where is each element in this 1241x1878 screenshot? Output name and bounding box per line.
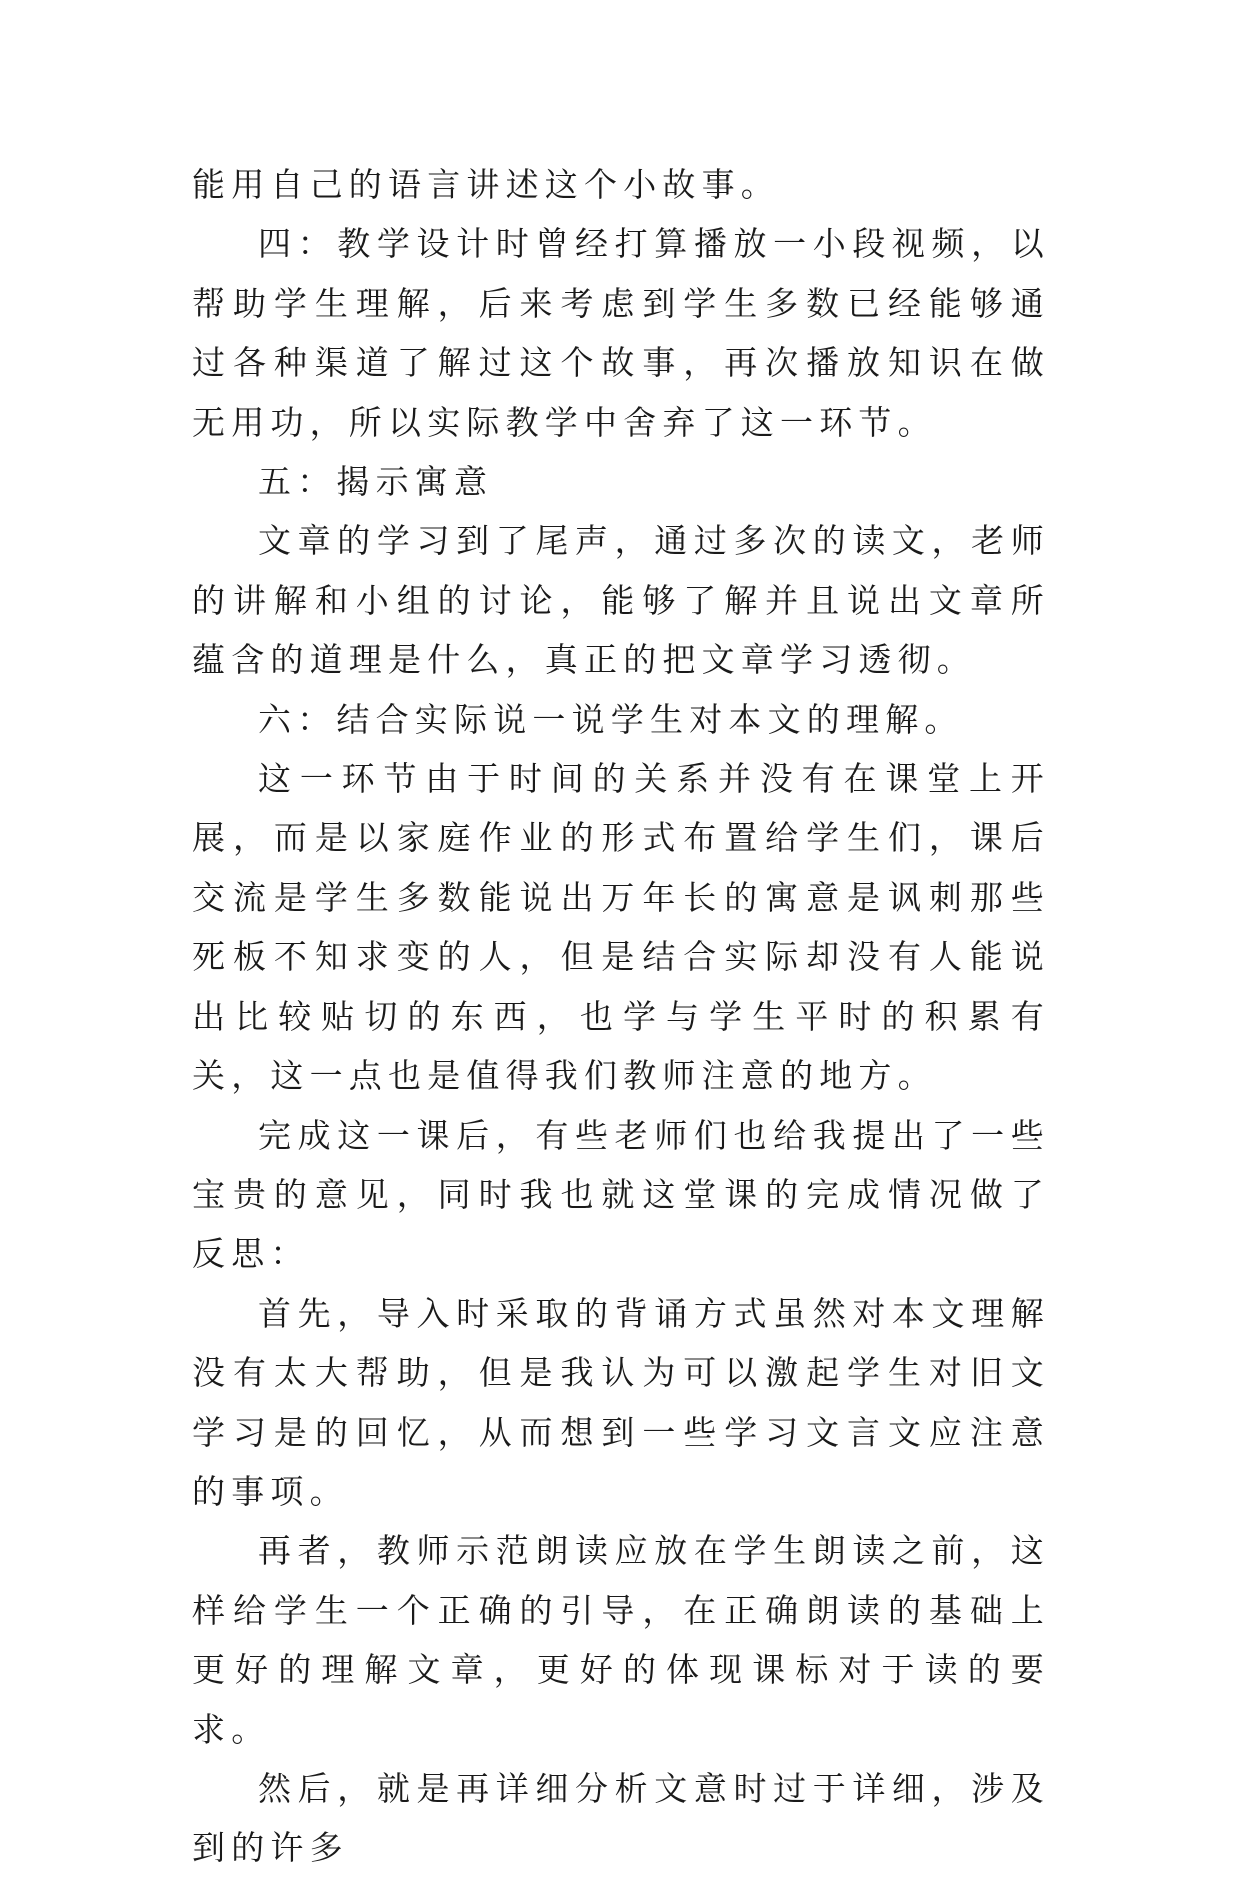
paragraph-moral: 文章的学习到了尾声，通过多次的读文，老师的讲解和小组的讨论，能够了解并且说出文章所蕴含的道理是什么，真正的把文章学习透彻。 (192, 521, 1050, 680)
paragraph-second: 再者，教师示范朗读应放在学生朗读之前，这样给学生一个正确的引导，在正确朗读的基础上更好的理解文章，更好的体现课标对于读的要求。 (192, 1531, 1050, 1749)
paragraph-reflection-intro: 完成这一课后，有些老师们也给我提出了一些宝贵的意见，同时我也就这堂课的完成情况做了反思： (192, 1115, 1050, 1274)
paragraph-first: 首先，导入时采取的背诵方式虽然对本文理解没有太大帮助，但是我认为可以激起学生对旧文学习是的回忆，从而想到一些学习文言文应注意的事项。 (192, 1293, 1050, 1511)
paragraph-then: 然后，就是再详细分析文意时过于详细，涉及到的许多 (192, 1768, 1050, 1868)
heading-step-six: 六：结合实际说一说学生对本文的理解。 (258, 699, 964, 739)
document-body (192, 155, 1050, 1878)
paragraph-continuation: 能用自己的语言讲述这个小故事。 (192, 165, 780, 204)
paragraph-step-four: 四：教学设计时曾经打算播放一小段视频，以帮助学生理解，后来考虑到学生多数已经能够通过各种渠道了解过这个故事，再次播放知识在做无用功，所以实际教学中舍弃了这一环节。 (192, 224, 1050, 442)
paragraph-homework: 这一环节由于时间的关系并没有在课堂上开展，而是以家庭作业的形式布置给学生们，课后交流是学生多数能说出万年长的寓意是讽刺那些死板不知求变的人，但是结合实际却没有人能说出比较贴切的东西，也学与学生平时的积累有关，这一点也是值得我们教师注意的地方。 (192, 759, 1050, 1096)
heading-step-five: 五：揭示寓意 (258, 462, 494, 502)
